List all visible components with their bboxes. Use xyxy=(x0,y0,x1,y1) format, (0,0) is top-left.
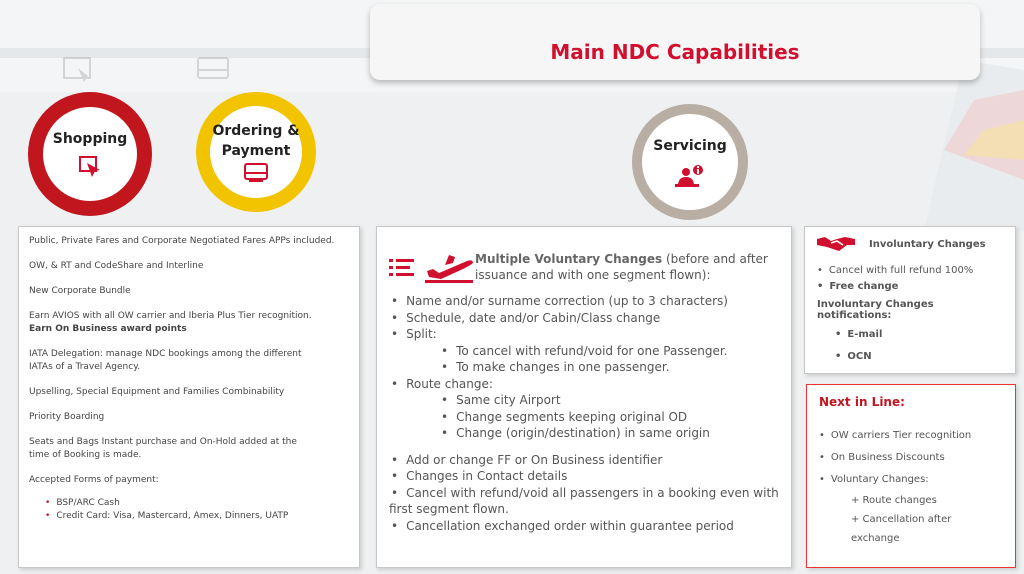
list-subitem: • Change segments keeping original OD xyxy=(389,409,779,426)
shopping-fares-text: Public, Private Fares and Corporate Negotiated Fares APPs included. xyxy=(29,236,335,246)
notifications-heading: Involuntary Changes notifications: xyxy=(817,299,934,321)
shopping-bundle-text: New Corporate Bundle xyxy=(29,286,131,296)
shopping-codeshare-text: OW, & RT and CodeShare and Interline xyxy=(29,261,204,271)
next-list xyxy=(819,425,1003,548)
avios-line: Earn AVIOS with all OW carrier and Iberia Plus Tier recognition. xyxy=(29,311,312,321)
shopping-avios-text xyxy=(29,310,349,336)
on-business-line: Earn On Business award points xyxy=(29,324,187,334)
servicing-circle xyxy=(632,104,748,220)
involuntary-heading: Involuntary Changes xyxy=(869,238,986,250)
page-title: Main NDC Capabilities xyxy=(550,40,800,64)
payment-item: • Credit Card: Visa, Mastercard, Amex, Dinners, UATP xyxy=(45,510,349,523)
involuntary-list xyxy=(817,263,1003,295)
list-subitem: + Cancellation after exchange xyxy=(851,514,952,544)
touch-screen-icon xyxy=(62,56,96,86)
voluntary-heading xyxy=(475,251,779,283)
list-subitem: • OCN xyxy=(817,349,1003,365)
payment-heading: Accepted Forms of payment: xyxy=(29,475,159,485)
shopping-priority-text: Priority Boarding xyxy=(29,412,105,422)
involuntary-changes-panel xyxy=(804,226,1016,374)
credit-card-icon xyxy=(196,56,230,82)
list-subitem: • To cancel with refund/void for one Passenger. xyxy=(389,343,779,360)
iata-line2: IATAs of a Travel Agency. xyxy=(29,362,141,372)
voluntary-changes-panel xyxy=(376,226,792,568)
list-item: • Cancel with full refund 100% xyxy=(817,263,1003,279)
list-item: • Name and/or surname correction (up to 3 characters) xyxy=(389,293,779,310)
plane-departure-icon xyxy=(423,253,475,283)
ordering-label-line2: Payment xyxy=(221,143,291,159)
list-item: • Free change xyxy=(817,279,1003,295)
touch-screen-icon xyxy=(78,155,102,179)
next-in-line-panel xyxy=(806,384,1016,568)
shopping-panel xyxy=(18,226,360,568)
list-item: • Cancellation exchanged order within guarantee period xyxy=(389,518,779,535)
shopping-upselling-text: Upselling, Special Equipment and Families Combinability xyxy=(29,387,285,397)
list-icon xyxy=(389,257,415,279)
handshake-icon xyxy=(817,235,855,253)
agent-info-icon xyxy=(675,164,705,188)
shopping-seats-text xyxy=(29,436,349,462)
list-subitem: • To make changes in one passenger. xyxy=(389,359,779,376)
aircraft-tail-graphic xyxy=(904,60,1024,230)
credit-card-icon xyxy=(244,163,268,183)
list-item: • Changes in Contact details xyxy=(389,468,779,485)
list-item: • OW carriers Tier recognition xyxy=(819,425,1003,447)
list-subitem: • Change (origin/destination) in same origin xyxy=(389,425,779,442)
list-subitem: • E-mail xyxy=(817,327,1003,343)
voluntary-heading-note: (before and after issuance and with one segment flown): xyxy=(475,252,768,282)
ordering-payment-circle xyxy=(196,92,316,212)
list-subitem: • Same city Airport xyxy=(389,392,779,409)
list-item: • Add or change FF or On Business identifier xyxy=(389,452,779,469)
ordering-label-line1: Ordering & xyxy=(212,123,300,139)
list-item: • Route change: xyxy=(389,376,779,393)
notifications-list xyxy=(817,327,1003,365)
voluntary-list xyxy=(389,293,779,534)
title-box xyxy=(370,4,980,80)
list-item: • Cancel with refund/void all passengers in a booking even with first segment flown. xyxy=(389,485,779,518)
seats-line1: Seats and Bags Instant purchase and On-Hold added at the xyxy=(29,437,297,447)
next-in-line-heading: Next in Line: xyxy=(819,395,905,409)
list-item: • Schedule, date and/or Cabin/Class change xyxy=(389,310,779,327)
seats-line2: time of Booking is made. xyxy=(29,450,142,460)
iata-line1: IATA Delegation: manage NDC bookings among the different xyxy=(29,349,302,359)
shopping-circle xyxy=(28,92,152,216)
shopping-label: Shopping xyxy=(52,131,128,147)
payment-item: • BSP/ARC Cash xyxy=(45,497,349,510)
voluntary-heading-bold: Multiple Voluntary Changes xyxy=(475,252,663,266)
servicing-label: Servicing xyxy=(653,138,727,154)
list-item: • On Business Discounts xyxy=(819,447,1003,469)
spacer xyxy=(389,442,779,452)
list-subitem: + Route changes xyxy=(851,495,937,506)
list-item: • Split: xyxy=(389,326,779,343)
shopping-iata-text xyxy=(29,348,349,374)
payment-list xyxy=(29,497,349,523)
list-item: • Voluntary Changes: xyxy=(819,469,1003,491)
